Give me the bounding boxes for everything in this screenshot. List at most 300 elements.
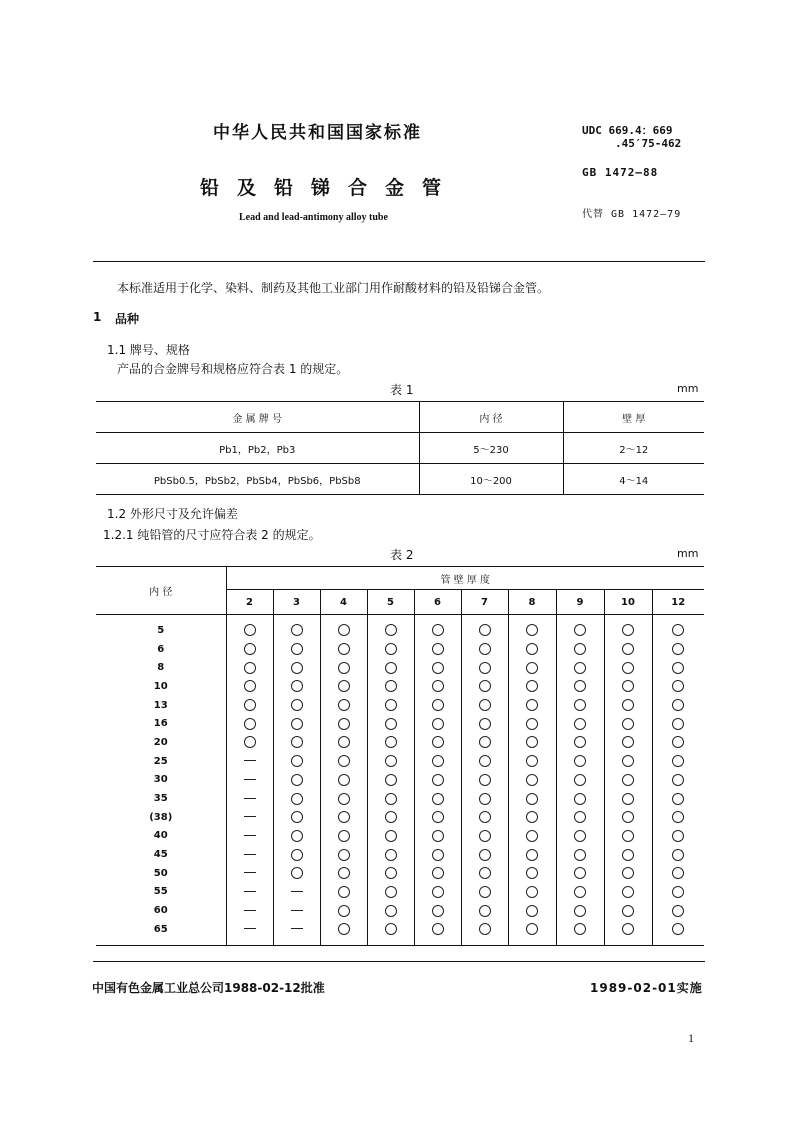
table-2-availability-cell bbox=[461, 677, 508, 696]
table-row bbox=[96, 640, 704, 659]
available-circle-icon bbox=[622, 867, 634, 879]
table-2-availability-cell bbox=[367, 696, 414, 715]
english-title: Lead and lead-antimony alloy tube bbox=[239, 212, 388, 223]
table-2-availability-cell bbox=[414, 677, 461, 696]
available-circle-icon bbox=[574, 905, 586, 917]
table-row bbox=[96, 733, 704, 752]
table-2-availability-cell bbox=[367, 789, 414, 808]
table-2-availability-cell bbox=[367, 640, 414, 659]
table-2-availability-cell bbox=[273, 827, 320, 846]
available-circle-icon bbox=[385, 905, 397, 917]
table-2-availability-cell bbox=[461, 640, 508, 659]
available-circle-icon bbox=[338, 662, 350, 674]
table-2-availability-cell bbox=[652, 883, 704, 902]
available-circle-icon bbox=[291, 755, 303, 767]
table-2-availability-cell bbox=[273, 920, 320, 945]
table-2-availability-cell bbox=[508, 677, 556, 696]
table-2-availability-cell bbox=[508, 864, 556, 883]
scope-paragraph: 本标准适用于化学、染料、制药及其他工业部门用作耐酸材料的铅及铅锑合金管。 bbox=[117, 281, 550, 295]
table-2-availability-cell bbox=[367, 771, 414, 790]
table-2-caption: 表 2 bbox=[390, 548, 414, 562]
available-circle-icon bbox=[574, 849, 586, 861]
available-circle-icon bbox=[672, 811, 684, 823]
table-2-availability-cell bbox=[226, 696, 273, 715]
table-2-availability-cell bbox=[508, 752, 556, 771]
available-circle-icon bbox=[479, 811, 491, 823]
table-2-availability-cell bbox=[226, 827, 273, 846]
available-circle-icon bbox=[574, 774, 586, 786]
table-2-thickness-header: 6 bbox=[414, 590, 461, 615]
approval-statement: 中国有色金属工业总公司1988-02-12批准 bbox=[92, 981, 325, 995]
available-circle-icon bbox=[479, 662, 491, 674]
table-2-availability-cell bbox=[414, 640, 461, 659]
available-circle-icon bbox=[672, 624, 684, 636]
table-row bbox=[96, 433, 704, 464]
available-circle-icon bbox=[432, 774, 444, 786]
available-circle-icon bbox=[432, 699, 444, 711]
available-circle-icon bbox=[291, 718, 303, 730]
available-circle-icon bbox=[526, 755, 538, 767]
available-circle-icon bbox=[672, 923, 684, 935]
available-circle-icon bbox=[385, 662, 397, 674]
available-circle-icon bbox=[338, 755, 350, 767]
table-2-header-diameter: 内 径 bbox=[96, 567, 226, 615]
available-circle-icon bbox=[526, 624, 538, 636]
table-2-availability-cell bbox=[461, 752, 508, 771]
available-circle-icon bbox=[432, 736, 444, 748]
table-2-diameter-cell: 30 bbox=[153, 774, 168, 786]
available-circle-icon bbox=[622, 886, 634, 898]
available-circle-icon bbox=[574, 624, 586, 636]
available-circle-icon bbox=[291, 793, 303, 805]
table-2-availability-cell bbox=[273, 752, 320, 771]
available-circle-icon bbox=[622, 624, 634, 636]
table-2-availability-cell bbox=[652, 658, 704, 677]
table-2-availability-cell bbox=[367, 845, 414, 864]
udc-code: UDC 669.4：669 bbox=[582, 124, 673, 137]
table-2-availability-cell bbox=[556, 827, 604, 846]
table-2-availability-cell bbox=[226, 808, 273, 827]
not-available-dash-icon bbox=[244, 910, 256, 911]
available-circle-icon bbox=[432, 643, 444, 655]
available-circle-icon bbox=[291, 867, 303, 879]
table-2-availability-cell bbox=[320, 752, 367, 771]
table-2-availability-cell bbox=[461, 864, 508, 883]
available-circle-icon bbox=[291, 830, 303, 842]
table-row bbox=[96, 883, 704, 902]
available-circle-icon bbox=[385, 830, 397, 842]
table-2-availability-cell bbox=[652, 789, 704, 808]
available-circle-icon bbox=[574, 718, 586, 730]
table-2-availability-cell bbox=[461, 789, 508, 808]
table-2-availability-cell bbox=[461, 696, 508, 715]
table-2-availability-cell bbox=[414, 808, 461, 827]
table-2-availability-cell bbox=[320, 733, 367, 752]
table-2-thickness-header: 12 bbox=[652, 590, 704, 615]
table-2-availability-cell bbox=[461, 615, 508, 640]
table-2-diameter-cell: 45 bbox=[153, 849, 168, 861]
table-row bbox=[96, 714, 704, 733]
table-2-availability-cell bbox=[414, 789, 461, 808]
gb-standard-number: GB 1472—88 bbox=[582, 166, 659, 179]
table-2-diameter-cell: 10 bbox=[153, 680, 168, 692]
available-circle-icon bbox=[574, 830, 586, 842]
table-2-availability-cell bbox=[604, 714, 652, 733]
available-circle-icon bbox=[432, 793, 444, 805]
table-2 bbox=[96, 566, 704, 946]
available-circle-icon bbox=[622, 662, 634, 674]
table-1-cell-grade: PbSb0.5，PbSb2，PbSb4，PbSb6，PbSb8 bbox=[153, 475, 361, 487]
available-circle-icon bbox=[291, 736, 303, 748]
available-circle-icon bbox=[479, 774, 491, 786]
table-row bbox=[96, 615, 704, 640]
table-2-availability-cell bbox=[508, 827, 556, 846]
table-2-availability-cell bbox=[367, 733, 414, 752]
table-2-thickness-header: 3 bbox=[273, 590, 320, 615]
available-circle-icon bbox=[479, 643, 491, 655]
table-1-caption: 表 1 bbox=[390, 383, 414, 397]
table-1-cell-diameter: 10～200 bbox=[419, 464, 563, 495]
table-2-availability-cell bbox=[320, 901, 367, 920]
not-available-dash-icon bbox=[244, 928, 256, 929]
table-2-availability-cell bbox=[414, 733, 461, 752]
table-2-availability-cell bbox=[604, 845, 652, 864]
available-circle-icon bbox=[672, 905, 684, 917]
table-2-availability-cell bbox=[320, 920, 367, 945]
not-available-dash-icon bbox=[244, 835, 256, 836]
table-2-availability-cell bbox=[367, 827, 414, 846]
available-circle-icon bbox=[432, 905, 444, 917]
table-2-thickness-header: 10 bbox=[604, 590, 652, 615]
table-2-availability-cell bbox=[461, 845, 508, 864]
table-2-availability-cell bbox=[556, 845, 604, 864]
table-1-header-grade: 金 属 牌 号 bbox=[232, 413, 283, 425]
table-2-availability-cell bbox=[461, 714, 508, 733]
available-circle-icon bbox=[291, 662, 303, 674]
table-1 bbox=[96, 401, 704, 495]
table-2-availability-cell bbox=[556, 752, 604, 771]
table-2-availability-cell bbox=[556, 696, 604, 715]
table-2-availability-cell bbox=[414, 864, 461, 883]
available-circle-icon bbox=[385, 849, 397, 861]
table-2-availability-cell bbox=[652, 752, 704, 771]
table-2-availability-cell bbox=[226, 658, 273, 677]
table-2-availability-cell bbox=[226, 640, 273, 659]
table-2-availability-cell bbox=[367, 808, 414, 827]
table-2-availability-cell bbox=[273, 808, 320, 827]
available-circle-icon bbox=[244, 680, 256, 692]
table-2-availability-cell bbox=[414, 827, 461, 846]
available-circle-icon bbox=[574, 736, 586, 748]
section-1-1-heading: 1.1 牌号、规格 bbox=[107, 343, 190, 357]
table-2-availability-cell bbox=[226, 789, 273, 808]
available-circle-icon bbox=[526, 736, 538, 748]
available-circle-icon bbox=[244, 662, 256, 674]
available-circle-icon bbox=[479, 736, 491, 748]
table-2-availability-cell bbox=[508, 714, 556, 733]
table-2-header-wall-thickness: 管 壁 厚 度 bbox=[226, 567, 704, 590]
available-circle-icon bbox=[479, 624, 491, 636]
available-circle-icon bbox=[432, 830, 444, 842]
available-circle-icon bbox=[338, 624, 350, 636]
available-circle-icon bbox=[574, 643, 586, 655]
table-2-availability-cell bbox=[273, 901, 320, 920]
table-2-availability-cell bbox=[367, 920, 414, 945]
available-circle-icon bbox=[574, 811, 586, 823]
table-2-availability-cell bbox=[367, 658, 414, 677]
not-available-dash-icon bbox=[291, 910, 303, 911]
available-circle-icon bbox=[574, 662, 586, 674]
table-2-availability-cell bbox=[320, 714, 367, 733]
table-2-availability-cell bbox=[604, 615, 652, 640]
table-2-availability-cell bbox=[604, 658, 652, 677]
table-2-availability-cell bbox=[604, 752, 652, 771]
available-circle-icon bbox=[338, 774, 350, 786]
table-2-availability-cell bbox=[652, 864, 704, 883]
table-2-availability-cell bbox=[273, 615, 320, 640]
available-circle-icon bbox=[432, 811, 444, 823]
table-2-availability-cell bbox=[508, 920, 556, 945]
available-circle-icon bbox=[338, 849, 350, 861]
table-1-header-thickness: 壁 厚 bbox=[563, 402, 704, 433]
table-2-availability-cell bbox=[556, 920, 604, 945]
table-2-availability-cell bbox=[273, 696, 320, 715]
table-2-availability-cell bbox=[273, 864, 320, 883]
available-circle-icon bbox=[574, 867, 586, 879]
table-row bbox=[96, 845, 704, 864]
not-available-dash-icon bbox=[244, 891, 256, 892]
available-circle-icon bbox=[672, 830, 684, 842]
table-2-diameter-cell: 60 bbox=[153, 905, 168, 917]
table-2-availability-cell bbox=[461, 901, 508, 920]
table-row bbox=[96, 808, 704, 827]
available-circle-icon bbox=[672, 643, 684, 655]
table-2-availability-cell bbox=[556, 640, 604, 659]
available-circle-icon bbox=[479, 830, 491, 842]
table-2-availability-cell bbox=[461, 827, 508, 846]
available-circle-icon bbox=[622, 905, 634, 917]
available-circle-icon bbox=[622, 774, 634, 786]
table-2-availability-cell bbox=[508, 883, 556, 902]
available-circle-icon bbox=[526, 774, 538, 786]
table-2-availability-cell bbox=[367, 615, 414, 640]
available-circle-icon bbox=[385, 774, 397, 786]
table-2-diameter-cell: 6 bbox=[157, 643, 165, 655]
available-circle-icon bbox=[244, 643, 256, 655]
available-circle-icon bbox=[479, 849, 491, 861]
available-circle-icon bbox=[574, 699, 586, 711]
available-circle-icon bbox=[622, 755, 634, 767]
available-circle-icon bbox=[432, 662, 444, 674]
table-2-availability-cell bbox=[367, 752, 414, 771]
available-circle-icon bbox=[244, 624, 256, 636]
available-circle-icon bbox=[338, 923, 350, 935]
section-1-2-1-text: 1.2.1 纯铅管的尺寸应符合表 2 的规定。 bbox=[103, 528, 321, 542]
available-circle-icon bbox=[526, 849, 538, 861]
table-2-availability-cell bbox=[414, 615, 461, 640]
available-circle-icon bbox=[526, 905, 538, 917]
table-2-availability-cell bbox=[461, 733, 508, 752]
table-1-cell-grade: Pb1，Pb2，Pb3 bbox=[219, 444, 296, 456]
table-2-availability-cell bbox=[320, 845, 367, 864]
available-circle-icon bbox=[291, 680, 303, 692]
available-circle-icon bbox=[622, 680, 634, 692]
table-2-availability-cell bbox=[652, 714, 704, 733]
available-circle-icon bbox=[479, 905, 491, 917]
available-circle-icon bbox=[622, 811, 634, 823]
table-2-availability-cell bbox=[556, 901, 604, 920]
available-circle-icon bbox=[672, 755, 684, 767]
table-2-availability-cell bbox=[320, 677, 367, 696]
table-1-cell-thickness: 2～12 bbox=[563, 433, 704, 464]
available-circle-icon bbox=[574, 886, 586, 898]
available-circle-icon bbox=[291, 774, 303, 786]
table-2-availability-cell bbox=[273, 845, 320, 864]
table-2-thickness-header: 2 bbox=[226, 590, 273, 615]
table-2-availability-cell bbox=[556, 658, 604, 677]
available-circle-icon bbox=[291, 811, 303, 823]
table-2-availability-cell bbox=[320, 696, 367, 715]
table-1-cell-diameter: 5～230 bbox=[419, 433, 563, 464]
table-2-availability-cell bbox=[556, 808, 604, 827]
table-2-availability-cell bbox=[508, 771, 556, 790]
document-title: 铅及铅锑合金管 bbox=[200, 177, 460, 199]
available-circle-icon bbox=[338, 793, 350, 805]
table-2-unit: mm bbox=[677, 547, 699, 560]
table-2-diameter-cell: 13 bbox=[153, 699, 168, 711]
table-2-availability-cell bbox=[320, 615, 367, 640]
table-2-availability-cell bbox=[604, 677, 652, 696]
table-2-thickness-header: 4 bbox=[320, 590, 367, 615]
table-2-availability-cell bbox=[226, 733, 273, 752]
available-circle-icon bbox=[385, 680, 397, 692]
available-circle-icon bbox=[574, 793, 586, 805]
available-circle-icon bbox=[244, 736, 256, 748]
available-circle-icon bbox=[622, 793, 634, 805]
table-2-availability-cell bbox=[604, 864, 652, 883]
available-circle-icon bbox=[622, 923, 634, 935]
available-circle-icon bbox=[526, 923, 538, 935]
table-2-availability-cell bbox=[226, 771, 273, 790]
table-2-availability-cell bbox=[508, 733, 556, 752]
table-2-availability-cell bbox=[604, 696, 652, 715]
available-circle-icon bbox=[672, 718, 684, 730]
table-2-availability-cell bbox=[652, 696, 704, 715]
table-2-availability-cell bbox=[226, 845, 273, 864]
available-circle-icon bbox=[672, 662, 684, 674]
available-circle-icon bbox=[479, 718, 491, 730]
table-2-availability-cell bbox=[508, 901, 556, 920]
available-circle-icon bbox=[526, 867, 538, 879]
available-circle-icon bbox=[479, 886, 491, 898]
table-2-diameter-cell: 65 bbox=[153, 923, 168, 935]
available-circle-icon bbox=[672, 680, 684, 692]
table-2-availability-cell bbox=[367, 901, 414, 920]
table-2-availability-cell bbox=[604, 901, 652, 920]
table-2-availability-cell bbox=[320, 864, 367, 883]
table-2-availability-cell bbox=[367, 714, 414, 733]
table-2-availability-cell bbox=[273, 640, 320, 659]
available-circle-icon bbox=[672, 793, 684, 805]
not-available-dash-icon bbox=[244, 760, 256, 761]
table-2-diameter-cell: (38) bbox=[149, 811, 173, 823]
available-circle-icon bbox=[291, 699, 303, 711]
table-row bbox=[96, 864, 704, 883]
table-2-availability-cell bbox=[273, 883, 320, 902]
table-2-availability-cell bbox=[414, 845, 461, 864]
table-2-availability-cell bbox=[226, 920, 273, 945]
implementation-date: 1989-02-01实施 bbox=[590, 981, 703, 995]
available-circle-icon bbox=[479, 867, 491, 879]
table-2-diameter-cell: 55 bbox=[153, 886, 168, 898]
available-circle-icon bbox=[526, 699, 538, 711]
available-circle-icon bbox=[526, 830, 538, 842]
table-2-availability-cell bbox=[367, 864, 414, 883]
available-circle-icon bbox=[338, 643, 350, 655]
section-1-number: 1 bbox=[93, 310, 102, 324]
table-row bbox=[96, 696, 704, 715]
section-1-2-heading: 1.2 外形尺寸及允许偏差 bbox=[107, 507, 238, 521]
table-2-availability-cell bbox=[461, 883, 508, 902]
available-circle-icon bbox=[574, 755, 586, 767]
table-2-diameter-cell: 25 bbox=[153, 755, 168, 767]
table-2-availability-cell bbox=[320, 883, 367, 902]
footer-divider bbox=[93, 961, 705, 962]
available-circle-icon bbox=[622, 736, 634, 748]
not-available-dash-icon bbox=[244, 872, 256, 873]
available-circle-icon bbox=[574, 680, 586, 692]
available-circle-icon bbox=[291, 849, 303, 861]
table-2-availability-cell bbox=[556, 615, 604, 640]
table-2-availability-cell bbox=[604, 883, 652, 902]
table-2-header-row bbox=[96, 567, 704, 590]
table-2-availability-cell bbox=[652, 771, 704, 790]
available-circle-icon bbox=[338, 886, 350, 898]
available-circle-icon bbox=[672, 774, 684, 786]
available-circle-icon bbox=[526, 886, 538, 898]
available-circle-icon bbox=[526, 811, 538, 823]
available-circle-icon bbox=[338, 811, 350, 823]
table-2-availability-cell bbox=[604, 808, 652, 827]
udc-code-continued: .45′75-462 bbox=[615, 137, 682, 150]
table-2-availability-cell bbox=[367, 677, 414, 696]
table-2-availability-cell bbox=[604, 827, 652, 846]
table-2-diameter-cell: 20 bbox=[153, 736, 168, 748]
table-2-availability-cell bbox=[652, 845, 704, 864]
available-circle-icon bbox=[622, 849, 634, 861]
not-available-dash-icon bbox=[244, 854, 256, 855]
table-2-availability-cell bbox=[604, 640, 652, 659]
table-2-availability-cell bbox=[226, 677, 273, 696]
available-circle-icon bbox=[672, 849, 684, 861]
table-2-thickness-header: 9 bbox=[556, 590, 604, 615]
table-2-availability-cell bbox=[367, 883, 414, 902]
table-2-availability-cell bbox=[508, 615, 556, 640]
table-2-availability-cell bbox=[414, 714, 461, 733]
table-row bbox=[96, 827, 704, 846]
table-2-availability-cell bbox=[273, 658, 320, 677]
page-number: 1 bbox=[688, 1031, 694, 1045]
table-row bbox=[96, 658, 704, 677]
available-circle-icon bbox=[622, 643, 634, 655]
table-2-availability-cell bbox=[461, 808, 508, 827]
table-2-availability-cell bbox=[652, 640, 704, 659]
table-2-availability-cell bbox=[414, 771, 461, 790]
table-2-availability-cell bbox=[320, 827, 367, 846]
header-divider bbox=[93, 261, 705, 262]
available-circle-icon bbox=[385, 867, 397, 879]
available-circle-icon bbox=[338, 867, 350, 879]
